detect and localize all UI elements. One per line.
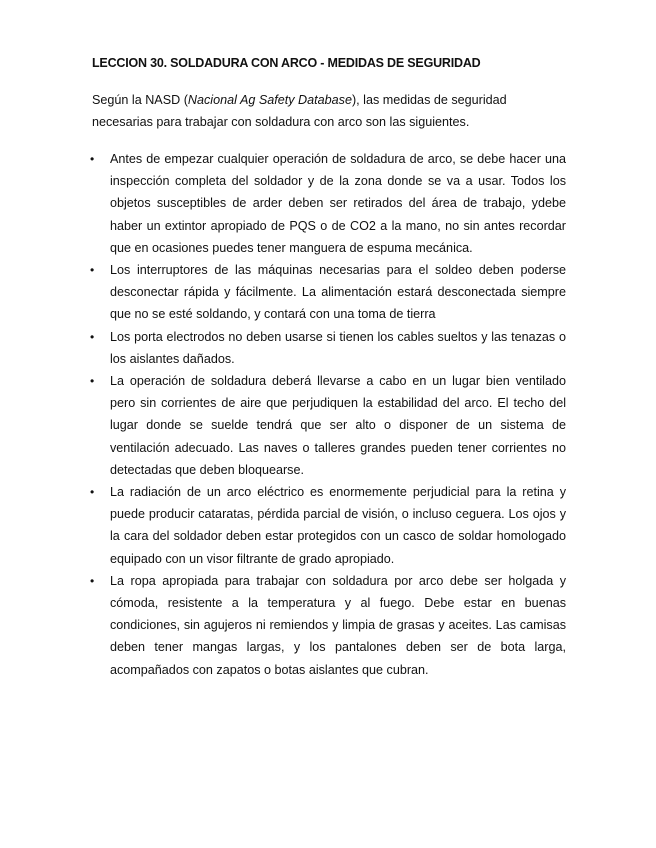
safety-measures-list: [92, 148, 566, 681]
list-item-text: La radiación de un arco eléctrico es enormemente perjudicial para la retina y puede producir cataratas, pérdida parcial de visión, o incluso ceguera. Los ojos y la cara del soldador deben estar protegidos con un casco de soldar homologado equipado con un visor filtrante de grado apropiado.: [110, 485, 566, 566]
list-item-text: Los interruptores de las máquinas necesarias para el soldeo deben poderse desconectar rápida y fácilmente. La alimentación estará desconectada siempre que no se esté soldando, y contará con una toma de tierra: [110, 263, 566, 322]
list-item-text: Antes de empezar cualquier operación de soldadura de arco, se debe hacer una inspección completa del soldador y de la zona donde se va a usar. Todos los objetos susceptibles de arder deben ser retirados del área de trabajo, ydebe haber un extintor apropiado de PQS o de CO2 a la mano, no sin antes recordar que en ocasiones puedes tener manguera de espuma mecánica.: [110, 152, 566, 255]
list-item: [92, 148, 566, 259]
list-item: [92, 326, 566, 370]
list-item: [92, 481, 566, 570]
bullet-icon: •: [90, 152, 95, 166]
page-title: LECCION 30. SOLDADURA CON ARCO - MEDIDAS DE SEGURIDAD: [92, 56, 481, 70]
bullet-icon: •: [90, 485, 95, 500]
list-item: [92, 259, 566, 326]
list-item-text: La operación de soldadura deberá llevarse a cabo en un lugar bien ventilado pero sin corrientes de aire que perjudiquen la estabilidad del arco. El techo del lugar donde se suelde tendrá que ser alto o disponer de un sistema de ventilación adecuado. Las naves o talleres grandes pueden tener corrientes no detectadas que deben bloquearse.: [110, 374, 566, 477]
bullet-icon: •: [90, 573, 95, 588]
list-item-text: La ropa apropiada para trabajar con soldadura por arco debe ser holgada y cómoda, resistente a la temperatura y al fuego. Debe estar en buenas condiciones, sin agujeros ni remiendos y limpia de grasas y aceites. Las camisas deben tener mangas largas, y los pantalones deben ser de bota larga, acompañados con zapatos o botas aislantes que cubran.: [110, 573, 566, 677]
list-item: [92, 570, 566, 681]
bullet-icon: •: [90, 374, 95, 389]
intro-text-before: Según la NASD (: [92, 93, 188, 107]
bullet-icon: •: [90, 329, 95, 344]
list-item: [92, 370, 566, 481]
bullet-icon: •: [90, 263, 95, 278]
intro-text-after: ), las medidas de seguridad necesarias para trabajar con soldadura con arco son las siguientes.: [92, 93, 507, 129]
intro-paragraph: [92, 89, 538, 133]
intro-source-name: Nacional Ag Safety Database: [187, 93, 352, 107]
list-item-text: Los porta electrodos no deben usarse si tienen los cables sueltos y las tenazas o los aislantes dañados.: [110, 329, 566, 366]
